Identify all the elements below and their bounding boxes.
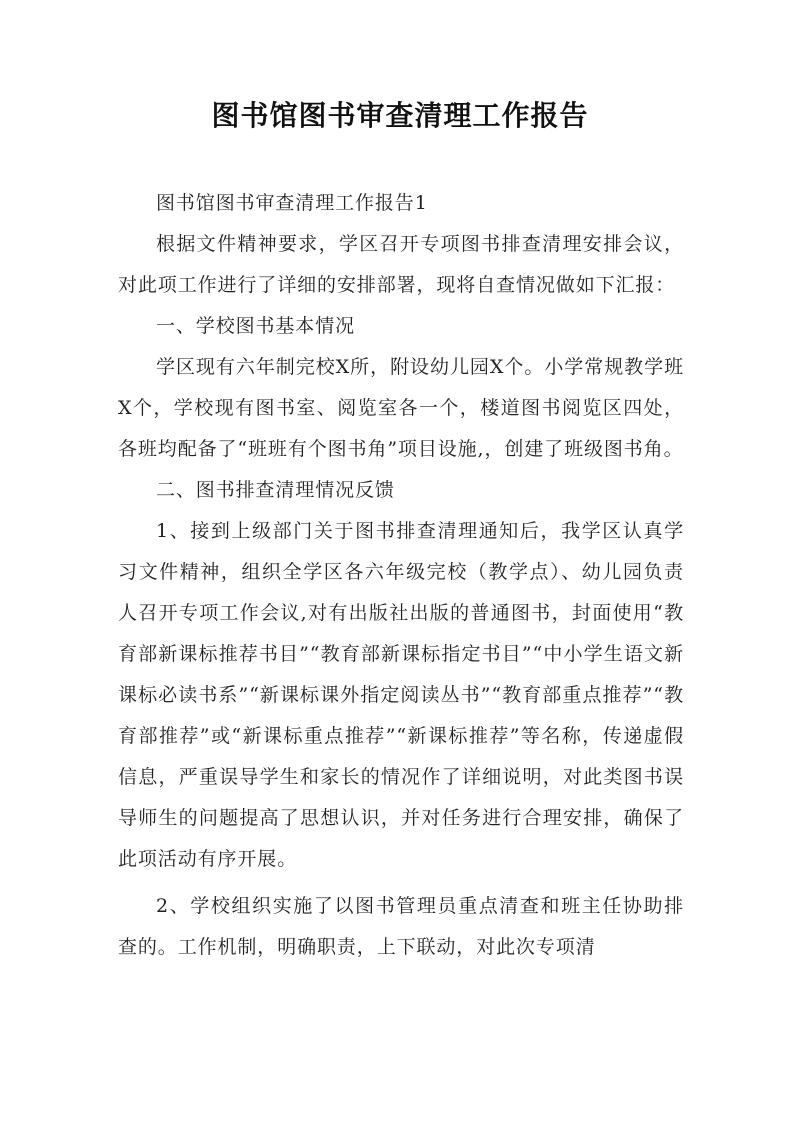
paragraph-item-1: 1、接到上级部门关于图书排查清理通知后，我学区认真学习文件精神，组织全学区各六年级完校（教学点）、幼儿园负责人召开专项工作会议,对有出版社出版的普通图书，封面使用“教育部新课标推荐书目”“教育部新课标指定书目”“中小学生语文新课标必读书系”“新课标课外指定阅读丛书”“教育部重点推荐”“教育部推荐”或“新课标重点推荐”“新课标推荐”等名称，传递虚假信息，严重误导学生和家长的情况作了详细说明，对此类图书误导师生的问题提高了思想认识，并对任务进行合理安排，确保了此项活动有序开展。 — [118, 520, 684, 870]
paragraph-intro: 根据文件精神要求，学区召开专项图书排查清理安排会议，对此项工作进行了详细的安排部署，现将自查情况做如下汇报： — [118, 233, 684, 296]
document-body — [118, 183, 684, 968]
section-heading-2: 二、图书排查清理情况反馈 — [156, 479, 395, 501]
document-title: 图书馆图书审查清理工作报告 — [211, 99, 589, 132]
paragraph-item-2: 2、学校组织实施了以图书管理员重点清查和班主任协助排查的。工作机制，明确职责，上下联动，对此次专项清 — [118, 895, 684, 958]
paragraph-subtitle: 图书馆图书审查清理工作报告1 — [156, 192, 428, 214]
paragraph-school-info: 学区现有六年制完校X所，附设幼儿园X个。小学常规教学班X个，学校现有图书室、阅览室各一个，楼道图书阅览区四处，各班均配备了“班班有个图书角”项目设施,，创建了班级图书角。 — [118, 356, 684, 460]
section-heading-1: 一、学校图书基本情况 — [156, 315, 356, 337]
